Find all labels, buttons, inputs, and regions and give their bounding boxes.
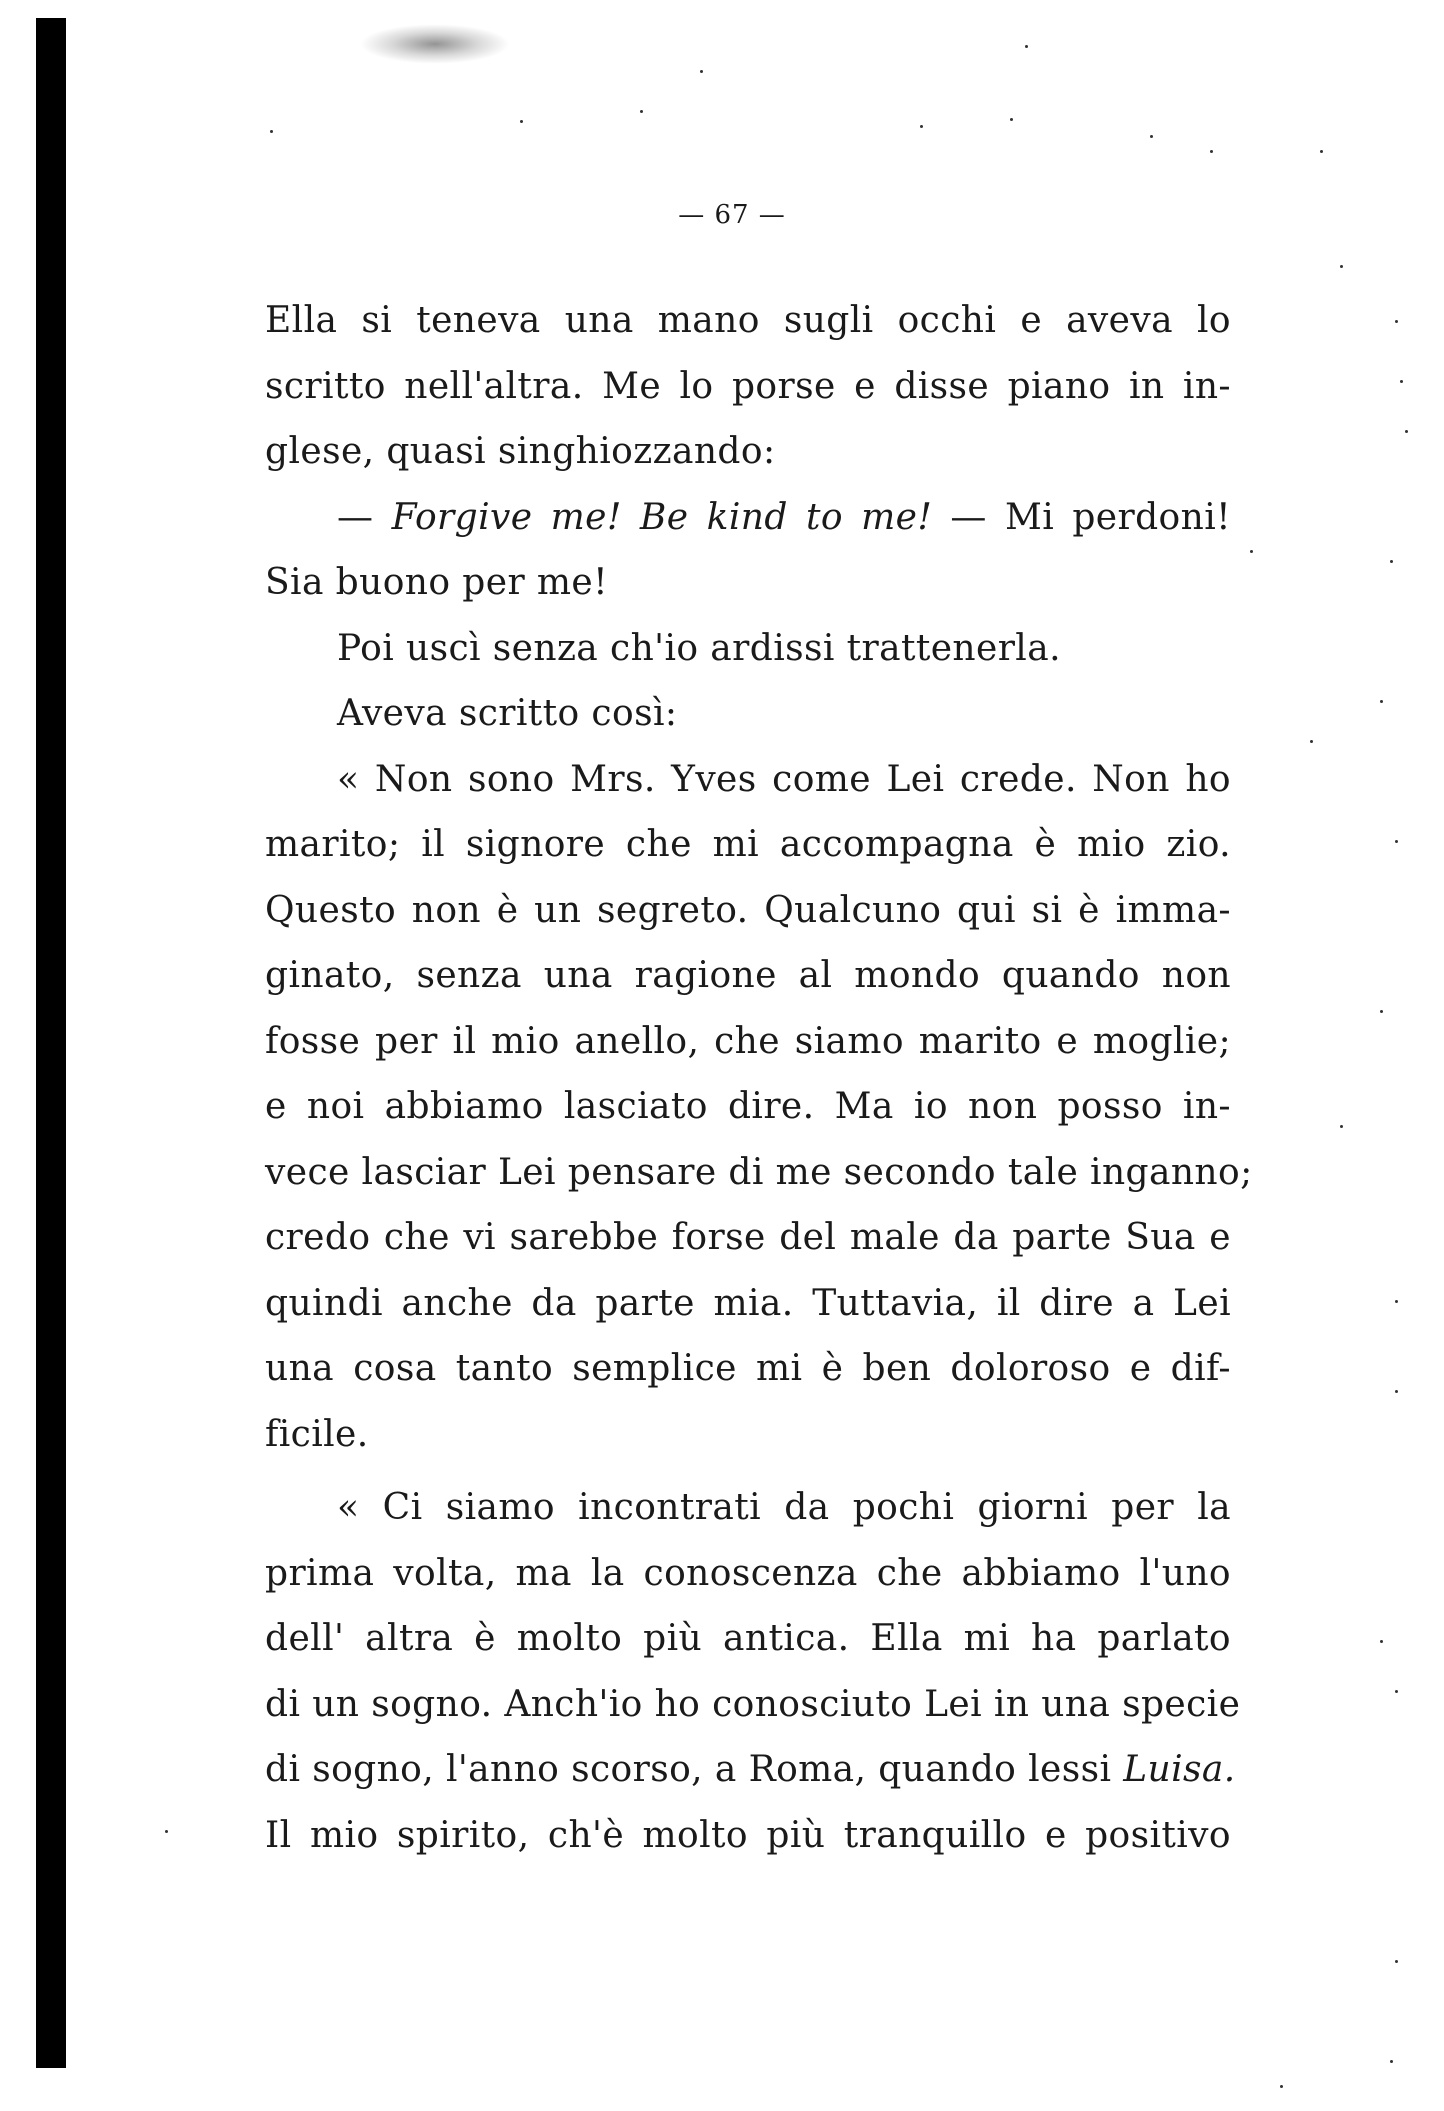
scan-speck — [1380, 1010, 1383, 1013]
ink-smudge — [360, 24, 510, 64]
scan-speck — [520, 120, 523, 123]
scan-speck — [1340, 265, 1343, 268]
text-run: vece lasciar Lei pensare di me secondo tale inganno; — [265, 1151, 1253, 1193]
text-run: — — [337, 496, 392, 538]
text-line — [265, 354, 1231, 420]
scan-speck — [920, 125, 923, 128]
scan-speck — [1210, 150, 1213, 153]
scan-speck — [1320, 150, 1323, 153]
text-line — [265, 1541, 1231, 1607]
scan-speck — [640, 110, 643, 113]
scan-border — [36, 18, 66, 2068]
text-run: Sia buono per me! — [265, 562, 608, 603]
scan-speck — [270, 130, 273, 133]
italic-text: Forgive me! Be kind to me! — [391, 496, 933, 538]
scan-speck — [165, 1830, 168, 1833]
text-run: scritto nell'altra. Me lo porse e disse piano in in- — [265, 365, 1231, 407]
text-run: ginato, senza una ragione al mondo quando non — [265, 955, 1231, 996]
italic-text: Luisa. — [1123, 1749, 1236, 1790]
text-run: — Mi perdoni! — [932, 496, 1231, 538]
text-run: di un sogno. Anch'io ho conosciuto Lei in una specie — [265, 1683, 1241, 1725]
scan-speck — [1405, 430, 1408, 433]
text-run: marito; il signore che mi accompagna è mio zio. — [265, 824, 1231, 865]
text-line — [265, 1737, 1236, 1803]
text-run: glese, quasi singhiozzando: — [265, 431, 776, 472]
text-run: Questo non è un segreto. Qualcuno qui si è imma- — [265, 889, 1231, 931]
text-line — [265, 550, 1231, 616]
text-run: Il mio spirito, ch'è molto più tranquillo e positivo — [265, 1814, 1231, 1856]
scan-speck — [700, 70, 703, 73]
text-line — [265, 878, 1231, 944]
scan-speck — [1395, 320, 1398, 323]
text-line — [265, 812, 1231, 878]
text-line — [265, 943, 1231, 1009]
text-line — [265, 1205, 1231, 1271]
body-text — [265, 288, 1253, 1868]
text-run: prima volta, ma la conoscenza che abbiamo l'uno — [265, 1552, 1231, 1594]
scan-speck — [1280, 2085, 1283, 2088]
scan-speck — [1395, 1690, 1398, 1693]
scan-speck — [1150, 135, 1153, 138]
scan-speck — [1395, 1300, 1398, 1303]
text-run: quindi anche da parte mia. Tuttavia, il dire a Lei — [265, 1282, 1231, 1324]
scan-speck — [1340, 1125, 1343, 1128]
text-line — [265, 1672, 1241, 1738]
scan-speck — [1025, 45, 1028, 48]
scan-speck — [1390, 2060, 1393, 2063]
text-line — [265, 288, 1231, 354]
text-line — [265, 1475, 1231, 1541]
text-run: una cosa tanto semplice mi è ben doloroso e dif- — [265, 1348, 1231, 1389]
text-run: Poi uscì senza ch'io ardissi trattenerla. — [337, 627, 1061, 669]
text-run: credo che vi sarebbe forse del male da parte Sua e — [265, 1217, 1231, 1258]
page-number: — 67 — — [678, 200, 786, 230]
text-run: dell' altra è molto più antica. Ella mi ha parlato — [265, 1618, 1231, 1659]
text-run: Aveva scritto così: — [337, 693, 678, 734]
scan-speck — [1400, 380, 1403, 383]
text-run: ficile. — [265, 1413, 369, 1455]
text-line — [265, 1271, 1231, 1337]
text-line — [265, 485, 1231, 551]
text-run: Ella si teneva una mano sugli occhi e aveva lo — [265, 300, 1231, 341]
text-run: « Ci siamo incontrati da pochi giorni per la — [337, 1487, 1231, 1528]
text-run: « Non sono Mrs. Yves come Lei crede. Non ho — [337, 758, 1231, 800]
text-line — [265, 1402, 1231, 1468]
text-line — [265, 681, 1231, 747]
scan-speck — [1310, 740, 1313, 743]
text-line — [265, 1336, 1231, 1402]
scan-speck — [1395, 1390, 1398, 1393]
text-line — [265, 747, 1231, 813]
scan-speck — [1395, 840, 1398, 843]
text-line — [265, 1009, 1231, 1075]
scan-speck — [1380, 1640, 1383, 1643]
text-line — [265, 616, 1231, 682]
text-line — [265, 1803, 1231, 1869]
scan-speck — [1250, 550, 1253, 553]
text-line — [265, 1606, 1231, 1672]
text-run: di sogno, l'anno scorso, a Roma, quando lessi — [265, 1749, 1124, 1790]
text-line — [265, 1140, 1253, 1206]
scan-speck — [1390, 560, 1393, 563]
text-line — [265, 419, 1231, 485]
scan-speck — [1380, 700, 1383, 703]
text-run: e noi abbiamo lasciato dire. Ma io non posso in- — [265, 1086, 1231, 1127]
scan-speck — [1395, 1960, 1398, 1963]
text-line — [265, 1074, 1231, 1140]
text-run: fosse per il mio anello, che siamo marito e moglie; — [265, 1020, 1231, 1062]
scan-speck — [1010, 118, 1013, 121]
